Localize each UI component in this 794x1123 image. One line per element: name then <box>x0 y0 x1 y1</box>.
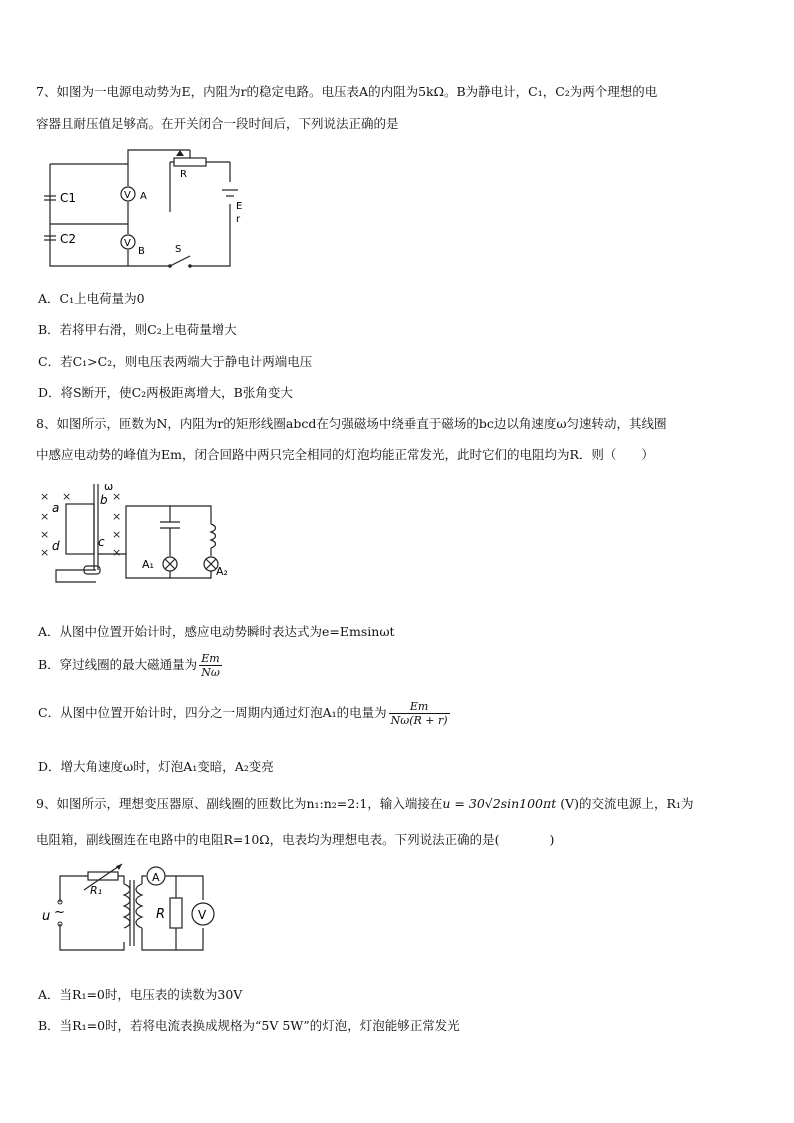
q7-label-c2: C2 <box>60 232 77 246</box>
q7-voltmeter-glyph: V <box>124 190 131 201</box>
q9-label-r1: R₁ <box>90 884 103 897</box>
q9-stem-formula: u = 30√2sin100πt <box>442 796 557 811</box>
q9-stem-line2: 电阻箱，副线圈连在电路中的电阻R=10Ω，电表均为理想电表。下列说法正确的是( ) <box>36 832 555 847</box>
q8-option-c-text: C．从图中位置开始计时，四分之一周期内通过灯泡A₁的电量为 <box>38 705 387 720</box>
q9-ammeter-glyph: A <box>152 871 160 884</box>
q8-cross: × <box>112 490 122 503</box>
q8-stem-line1: 8、如图所示，匝数为N，内阻为r的矩形线圈abcd在匀强磁场中绕垂直于磁场的bc边以角速度ω匀速转动，其线圈 <box>36 416 667 431</box>
q9-transformer-figure <box>38 862 218 962</box>
q8-cross: × <box>40 490 50 503</box>
q9-label-r: R <box>156 907 166 922</box>
q9-label-tilde: ~ <box>54 905 65 920</box>
q7-label-b: B <box>138 246 145 257</box>
q8-label-omega: ω <box>104 480 114 493</box>
q7-label-s: S <box>175 244 182 255</box>
q7-label-e: E <box>236 201 243 212</box>
q7-circuit-figure <box>40 142 250 272</box>
q8-cross: × <box>40 528 50 541</box>
q9-voltmeter-glyph: V <box>198 908 207 922</box>
q8-option-c-denominator: Nω(R + r) <box>390 714 448 727</box>
q8-cross: × <box>62 490 72 503</box>
q8-option-c <box>38 700 452 727</box>
q8-cross: × <box>40 510 50 523</box>
q7-option-c: C．若C₁>C₂，则电压表两端大于静电计两端电压 <box>38 354 313 369</box>
q9-stem-pre: 9、如图所示，理想变压器原、副线圈的匝数比为n₁:n₂=2:1，输入端接在 <box>36 796 443 811</box>
q7-option-b: B．若将甲右滑，则C₂上电荷量增大 <box>38 322 237 337</box>
q7-option-a: A．C₁上电荷量为0 <box>38 291 145 306</box>
q8-label-b: b <box>100 493 108 507</box>
q9-option-b: B．当R₁=0时，若将电流表换成规格为“5V 5W”的灯泡，灯泡能够正常发光 <box>38 1018 460 1033</box>
q8-option-b-text: B．穿过线圈的最大磁通量为 <box>38 657 198 672</box>
q8-label-c: c <box>98 535 105 549</box>
q8-cross: × <box>112 528 122 541</box>
q8-option-b-denominator: Nω <box>201 666 220 679</box>
q8-generator-figure <box>36 478 231 593</box>
q7-label-r: R <box>180 169 187 180</box>
q7-stem-line2: 容器且耐压值足够高。在开关闭合一段时间后，下列说法正确的是 <box>36 116 399 131</box>
q9-stem-post: (V)的交流电源上，R₁为 <box>560 796 694 811</box>
q7-option-d: D．将S断开，使C₂两极距离增大，B张角变大 <box>38 385 293 400</box>
q8-label-d: d <box>52 539 60 553</box>
q8-stem-line2: 中感应电动势的峰值为Em，闭合回路中两只完全相同的灯泡均能正常发光，此时它们的电阻均为R．则（ ） <box>36 447 654 462</box>
q8-option-c-fraction <box>389 700 450 727</box>
q9-label-u: u <box>42 909 51 924</box>
q8-label-a1: A₁ <box>142 558 154 571</box>
q8-cross: × <box>112 546 122 559</box>
q7-electroscope-glyph: V <box>124 238 131 249</box>
q8-option-b-numerator: Em <box>199 652 222 666</box>
q8-option-a: A．从图中位置开始计时，感应电动势瞬时表达式为e=Emsinωt <box>38 624 395 639</box>
q8-cross: × <box>112 510 122 523</box>
q8-cross: × <box>40 546 50 559</box>
q7-label-r-small: r <box>236 214 241 225</box>
q8-label-a2: A₂ <box>216 565 228 578</box>
q8-label-a: a <box>52 501 60 515</box>
q8-option-b <box>38 652 224 679</box>
q9-stem-line1 <box>36 796 693 812</box>
q8-option-d: D．增大角速度ω时，灯泡A₁变暗，A₂变亮 <box>38 759 274 774</box>
q8-option-b-fraction <box>199 652 222 679</box>
q7-stem-line1: 7、如图为一电源电动势为E，内阻为r的稳定电路。电压表A的内阻为5kΩ。B为静电计，C₁，C₂为两个理想的电 <box>36 84 658 99</box>
q9-option-a: A．当R₁=0时，电压表的读数为30V <box>38 987 243 1002</box>
q7-label-c1: C1 <box>60 191 77 205</box>
q8-option-c-numerator: Em <box>389 700 450 714</box>
q7-label-a: A <box>140 191 147 202</box>
